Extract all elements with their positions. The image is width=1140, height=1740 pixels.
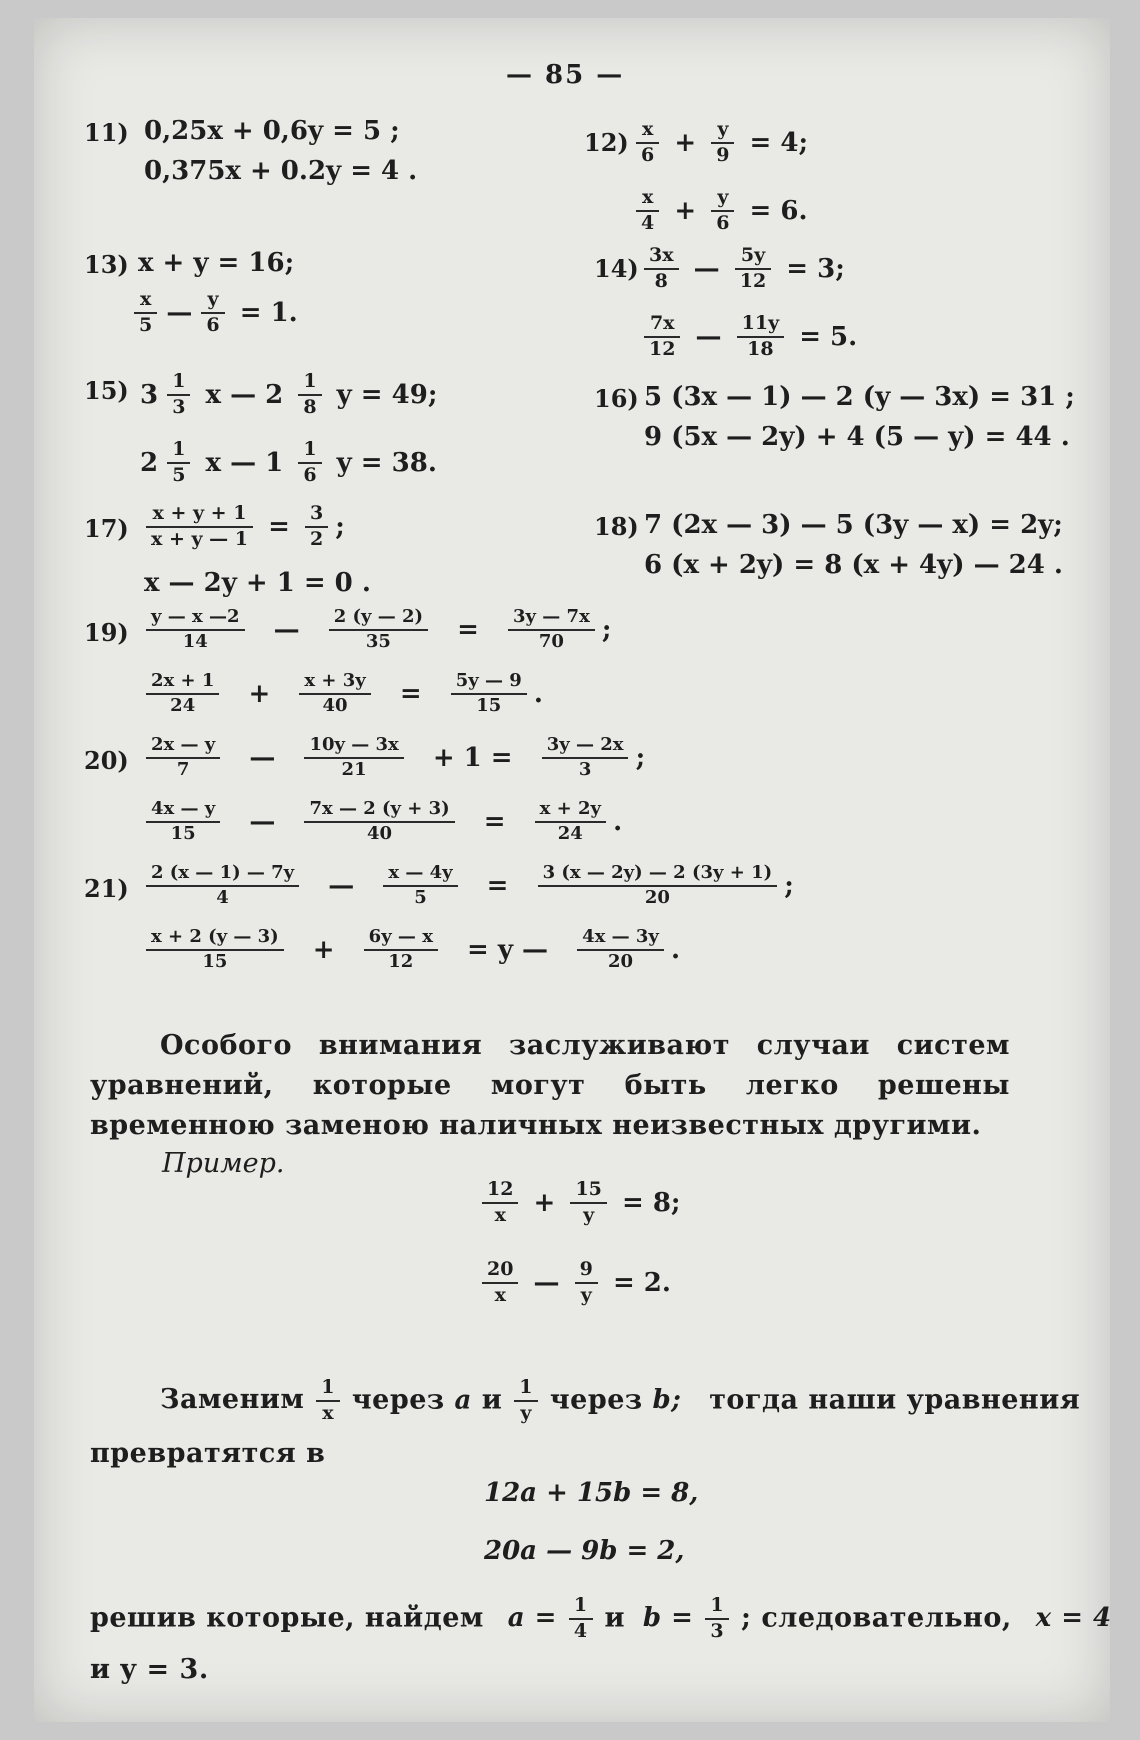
problem-18-eq2: 6 (x + 2y) = 8 (x + 4y) — 24 . — [644, 550, 1063, 580]
page-number: — 85 — — [506, 60, 625, 90]
paragraph-conclusion: решив которые, найдем a = $\frac{1}{4}$ и b = $\frac{1}{3}$ ; следовательно, x = 4 — [90, 1594, 1112, 1642]
problem-17-eq1: $\frac{x + y + 1}{x + y — 1}$ = $\frac{3}{2}$ ; — [144, 502, 345, 552]
problem-11-number: 11) — [84, 118, 129, 147]
problem-21-eq1: $\frac{2 (x — 1) — 7y}{4}$ — $\frac{x — 4y}{5}$ = $\frac{3 (x — 2y) — 2 (3y + 1)}{20}$ ; — [144, 862, 794, 909]
paragraph-conclusion-line2: и y = 3. — [90, 1654, 209, 1685]
problem-17-eq2: x — 2y + 1 = 0 . — [144, 568, 371, 598]
example-eq1: $\frac{12}{x}$ + $\frac{15}{y}$ = 8; — [480, 1178, 689, 1228]
problem-13-eq1: x + y = 16; — [138, 248, 295, 278]
problem-21-eq2: $\frac{x + 2 (y — 3)}{15}$ + $\frac{6y — x}{12}$ = y — $\frac{4x — 3y}{20}$ . — [144, 926, 680, 973]
book-page — [34, 18, 1110, 1722]
problem-19-eq2: $\frac{2x + 1}{24}$ + $\frac{x + 3y}{40}$ = $\frac{5y — 9}{15}$ . — [144, 670, 543, 717]
problem-16-eq2: 9 (5x — 2y) + 4 (5 — y) = 44 . — [644, 422, 1070, 452]
problem-16-eq1: 5 (3x — 1) — 2 (y — 3x) = 31 ; — [644, 382, 1075, 412]
problem-16-number: 16) — [594, 384, 639, 413]
problem-15-eq1: 3 $\frac{1}{3}$ x — 2 $\frac{1}{8}$ y = 49; — [140, 370, 438, 418]
paragraph-substitution: Заменим $\frac{1}{x}$ через a и $\frac{1}{y}$ через b; тогда наши уравнения — [160, 1376, 1081, 1424]
problem-13-eq2: $\frac{x}{5}$ — $\frac{y}{6}$ = 1. — [132, 288, 306, 338]
problem-12-number: 12) — [584, 128, 629, 157]
problem-11-eq1: 0,25x + 0,6y = 5 ; — [144, 116, 400, 146]
system-eq1: 12a + 15b = 8, — [484, 1478, 699, 1508]
problem-15-number: 15) — [84, 376, 129, 405]
problem-18-number: 18) — [594, 512, 639, 541]
problem-12-eq2: $\frac{x}{4}$ + $\frac{y}{6}$ = 6. — [634, 186, 816, 236]
problem-12-eq1: $\frac{x}{6}$ + $\frac{y}{9}$ = 4; — [634, 118, 816, 168]
problem-19-eq1: $\frac{y — x —2}{14}$ — $\frac{2 (y — 2)}{35}$ = $\frac{3y — 7x}{70}$ ; — [144, 606, 612, 653]
problem-14-eq2: $\frac{7x}{12}$ — $\frac{11y}{18}$ = 5. — [642, 312, 865, 362]
problem-19-number: 19) — [84, 618, 129, 647]
problem-20-eq2: $\frac{4x — y}{15}$ — $\frac{7x — 2 (y + 3)}{40}$ = $\frac{x + 2y}{24}$ . — [144, 798, 622, 845]
problem-21-number: 21) — [84, 874, 129, 903]
problem-20-eq1: $\frac{2x — y}{7}$ — $\frac{10y — 3x}{21}$ + 1 = $\frac{3y — 2x}{3}$ ; — [144, 734, 645, 781]
paragraph-special-cases: Особого внимания заслуживают случаи систем уравнений, которые могут быть легко решены временною заменою наличных неизвестных другими. — [90, 1030, 1010, 1141]
paragraph-substitution-line2: превратятся в — [90, 1438, 326, 1469]
problem-13-number: 13) — [84, 250, 129, 279]
system-eq2: 20a — 9b = 2, — [484, 1536, 685, 1566]
problem-14-eq1: $\frac{3x}{8}$ — $\frac{5y}{12}$ = 3; — [642, 244, 853, 294]
fraction: $\frac{y}{9}$ — [711, 118, 734, 168]
problem-15-eq2: 2 $\frac{1}{5}$ x — 1 $\frac{1}{6}$ y = 38. — [140, 438, 437, 486]
fraction: $\frac{x}{6}$ — [636, 118, 659, 168]
problem-14-number: 14) — [594, 254, 639, 283]
problem-11-eq2: 0,375x + 0.2y = 4 . — [144, 156, 418, 186]
problem-18-eq1: 7 (2x — 3) — 5 (3y — x) = 2y; — [644, 510, 1063, 540]
example-eq2: $\frac{20}{x}$ — $\frac{9}{y}$ = 2. — [480, 1258, 679, 1308]
problem-17-number: 17) — [84, 514, 129, 543]
example-label: Пример. — [162, 1148, 285, 1179]
problem-20-number: 20) — [84, 746, 129, 775]
